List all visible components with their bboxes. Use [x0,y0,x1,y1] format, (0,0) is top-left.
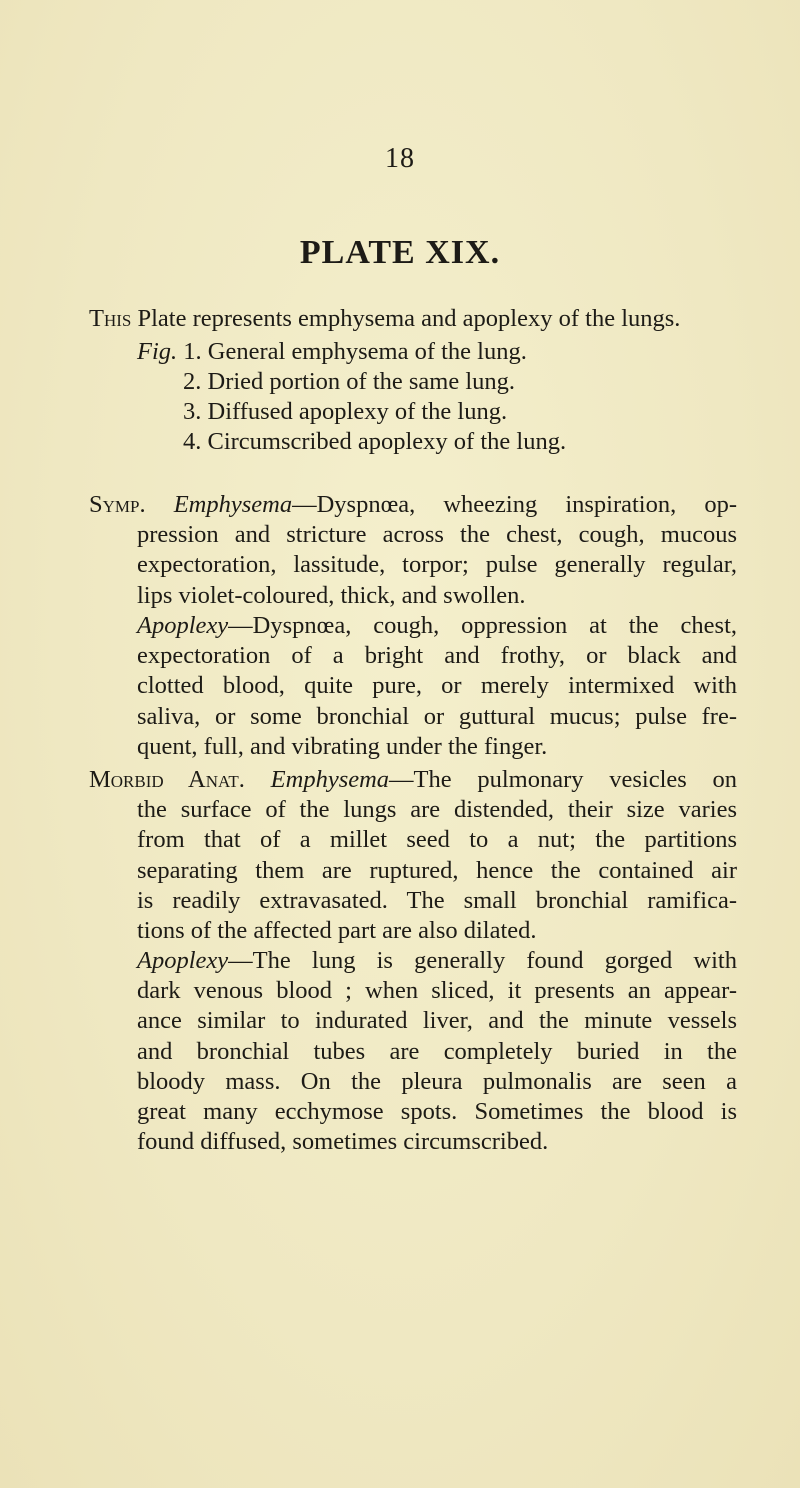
figure-number: 4. [183,428,202,455]
text-line: pression and stricture across the chest, cough, mucous [137,521,737,549]
text-line [89,765,737,795]
emphysema-label: Emphysema [173,491,293,518]
text-line: clotted blood, quite pure, or merely intermixed with [137,672,737,700]
symptoms-apoplexy-paragraph [137,611,737,762]
figure-item-3 [183,397,507,427]
figure-item-4 [183,427,566,457]
text-line: dark venous blood ; when sliced, it presents an appear- [137,977,737,1005]
symptoms-heading: Symp. [89,491,146,518]
text-line: is readily extravasated. The small bronchial ramifica- [137,886,737,914]
figure-label: Fig. [137,338,178,365]
text-line: bloody mass. On the pleura pulmonalis are seen a [137,1067,737,1095]
text-line: saliva, or some bronchial or guttural mucus; pulse fre- [137,702,737,730]
text-line-content: —Dyspnœa, cough, oppression at the chest, [228,612,737,639]
text-line [89,490,737,520]
text-line: expectoration of a bright and frothy, or black and [137,642,737,670]
figure-item-2 [183,367,515,397]
text-line-content: —The lung is generally found gorged with [228,947,737,974]
text-line: from that of a millet seed to a nut; the partitions [137,826,737,854]
figure-text: Dried portion of the same lung. [207,368,516,395]
text-line-content: —The pulmonary vesicles on [389,766,738,793]
morbid-apoplexy-paragraph [137,946,737,1157]
text-line: great many ecchymose spots. Sometimes the blood is [137,1097,737,1125]
emphysema-label: Emphysema [270,766,390,793]
text-line-content: —Dyspnœa, wheezing inspiration, op- [292,491,737,518]
symptoms-emphysema-paragraph [89,490,737,611]
figure-text: Circumscribed apoplexy of the lung. [207,428,567,455]
text-line [137,946,737,976]
morbid-emphysema-paragraph [89,765,738,946]
text-line: ance similar to indurated liver, and the minute vessels [137,1007,737,1035]
text-line: the surface of the lungs are distended, their size varies [137,796,737,824]
text-line: lips violet-coloured, thick, and swollen. [137,581,526,609]
apoplexy-label: Apoplexy [137,612,229,639]
plate-title: PLATE XIX. [299,234,501,271]
figure-text: Diffused apoplexy of the lung. [207,398,508,425]
intro-lead: This [89,305,132,332]
morbid-heading: Morbid Anat. [89,766,245,793]
intro-text: Plate represents emphysema and apoplexy of the lungs. [131,305,681,332]
text-line: tions of the affected part are also dilated. [137,916,537,944]
figure-number: 1. [183,338,202,365]
intro-paragraph [89,304,680,334]
text-line: expectoration, lassitude, torpor; pulse generally regular, [137,551,737,579]
figure-number: 2. [183,368,202,395]
text-line: and bronchial tubes are completely buried in the [137,1037,737,1065]
text-line: separating them are ruptured, hence the contained air [137,856,737,884]
figure-number: 3. [183,398,202,425]
text-line [137,611,737,641]
figure-item-1 [137,337,527,367]
figure-text: General emphysema of the lung. [207,338,527,365]
text-line: found diffused, sometimes circumscribed. [137,1128,549,1156]
page-number: 18 [385,143,415,174]
text-line: quent, full, and vibrating under the finger. [137,732,548,760]
apoplexy-label: Apoplexy [137,947,229,974]
